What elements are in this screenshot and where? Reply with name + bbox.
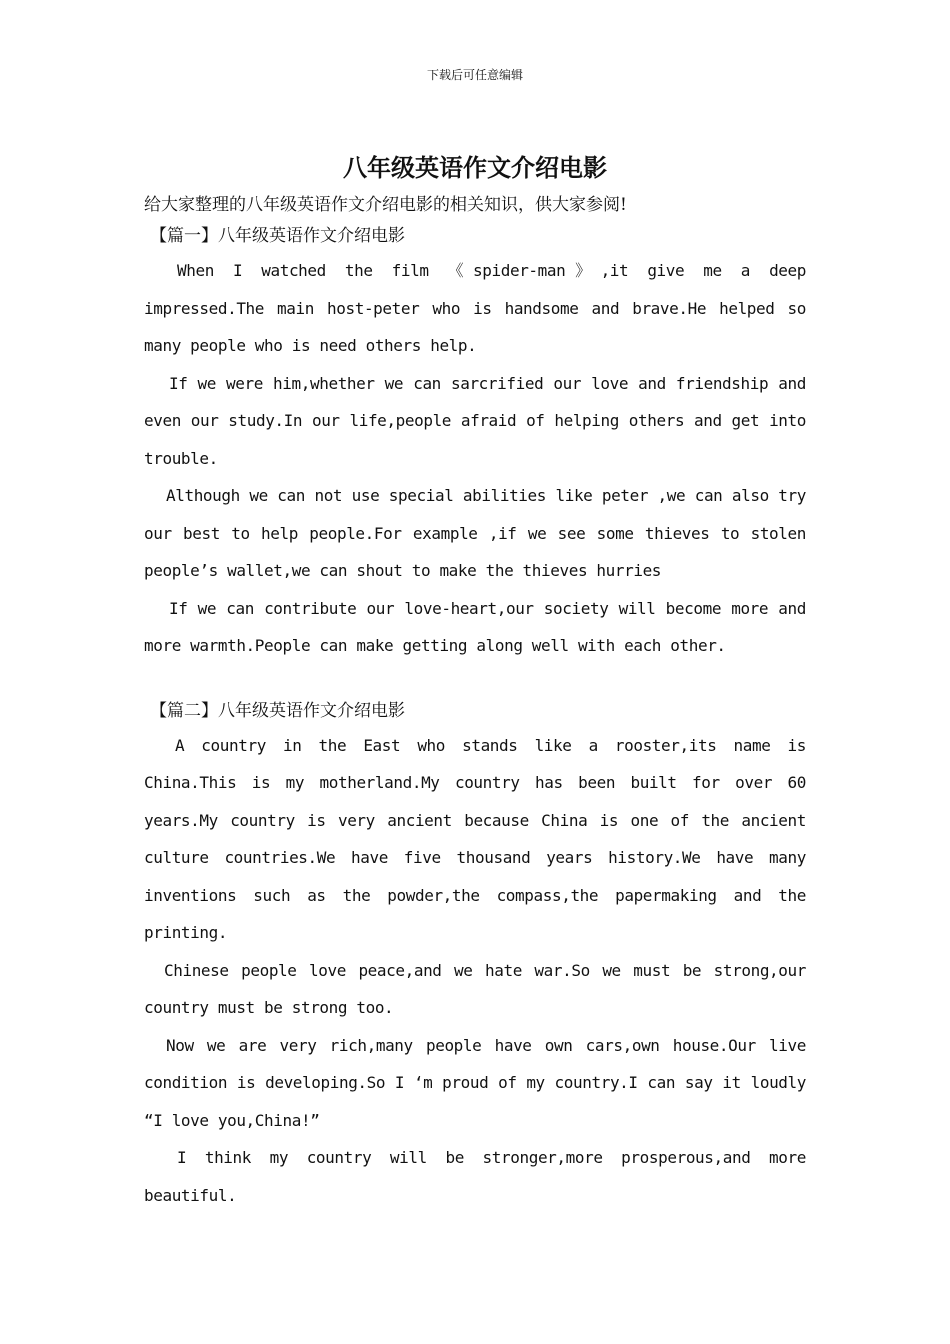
section-heading: 【篇二】八年级英语作文介绍电影 [150, 700, 405, 721]
section-spacer [144, 665, 806, 695]
paragraph: When I watched the film 《spider-man》,it give me a deep impressed.The main host-peter who is handsome and brave.He helped so many people who is need others help. [144, 261, 806, 355]
document-body [144, 148, 806, 1214]
paragraph: A country in the East who stands like a rooster,its name is China.This is my motherland.My country has been built for over 60 years.My country is very ancient because China is one of the ancient culture countries.We have five thousand years history.We have many inventions such as the powder,the compass,the papermaking and the printing. [144, 735, 806, 942]
header-note: 下载后可任意编辑 [426, 68, 523, 82]
document-title: 八年级英语作文介绍电影 [343, 154, 607, 182]
paragraph: Chinese people love peace,and we hate war.So we must be strong,our country must be strong too. [144, 960, 806, 1017]
intro-text: 给大家整理的八年级英语作文介绍电影的相关知识，供大家参阅! [144, 195, 627, 215]
section-heading: 【篇一】八年级英语作文介绍电影 [150, 226, 405, 246]
paragraph: If we were him,whether we can sarcrified our love and friendship and even our study.In our life,people afraid of helping others and get into trouble. [144, 373, 806, 468]
section-2 [144, 695, 806, 1215]
paragraph: I think my country will be stronger,more prosperous,and more beautiful. [144, 1148, 806, 1205]
paragraph: Now we are very rich,many people have own cars,own house.Our live condition is developing.So I ‘m proud of my country.I can say it loudly “I love you,China!” [144, 1035, 806, 1130]
section-1 [144, 220, 806, 665]
paragraph: If we can contribute our love-heart,our society will become more and more warmth.People can make getting along well with each other. [144, 598, 806, 655]
paragraph: Although we can not use special abilities like peter ,we can also try our best to help people.For example ,if we see some thieves to stolen people’s wallet,we can shout to make the thieves hurries [144, 486, 806, 580]
